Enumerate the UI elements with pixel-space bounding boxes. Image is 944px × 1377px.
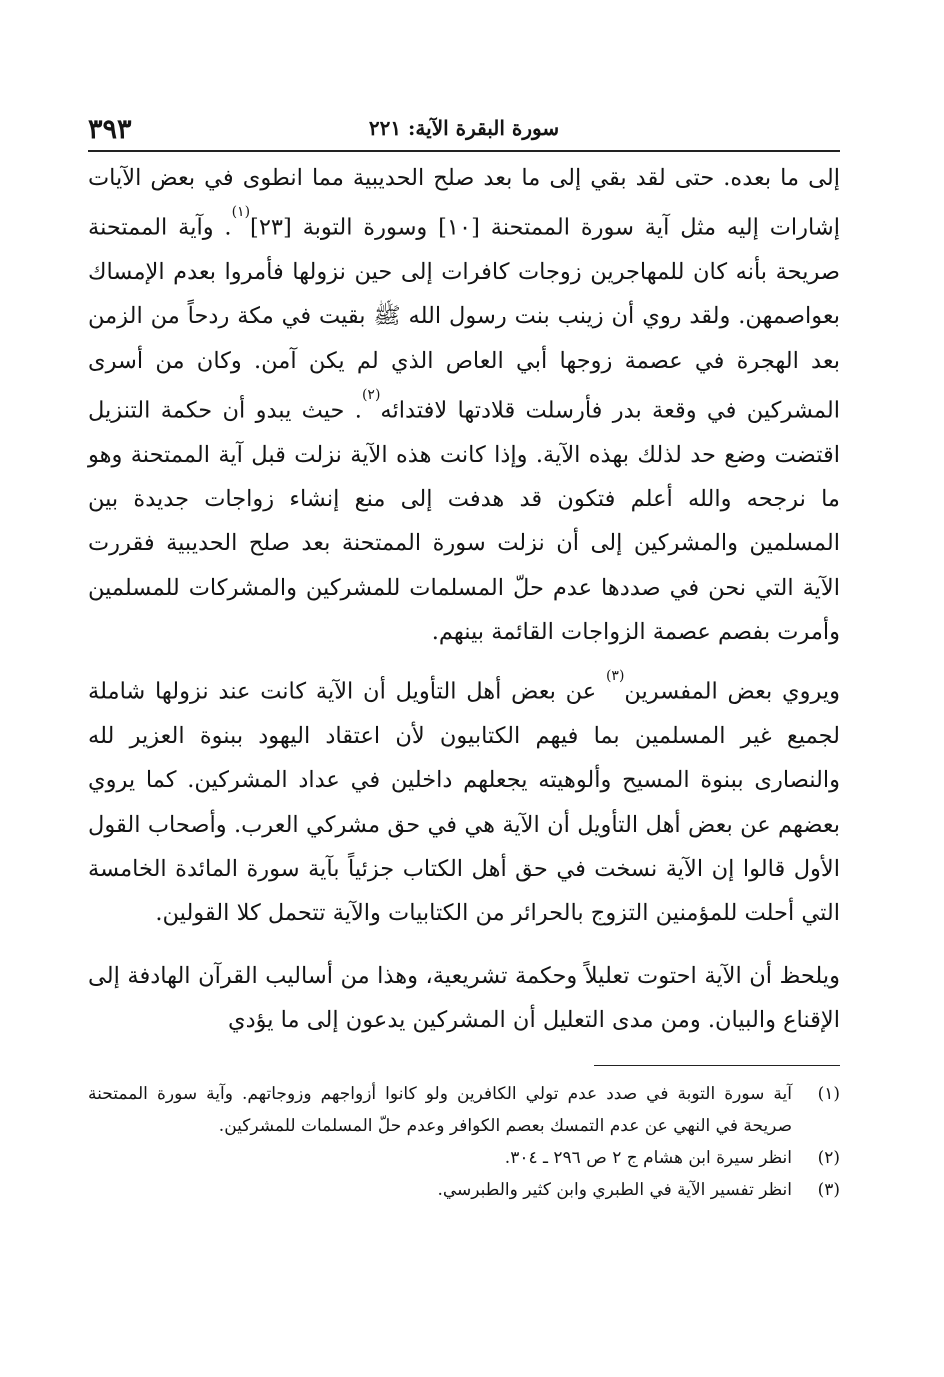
footnote-2 <box>88 1142 840 1174</box>
footnote-number: (٣) <box>817 1180 840 1200</box>
paragraph-2-part-1: ويروي بعض المفسرين <box>624 678 840 705</box>
page-number: ٣٩٣ <box>88 114 132 145</box>
header-divider <box>88 150 840 152</box>
footnote-number: (٢) <box>817 1148 840 1168</box>
footnote-1 <box>88 1078 840 1142</box>
body-text <box>88 156 840 1042</box>
footnote-divider <box>594 1065 840 1066</box>
footnote-ref-2[interactable]: (٢) <box>361 386 381 403</box>
paragraph-3-text: ويلحظ أن الآية احتوت تعليلاً وحكمة تشريعية، وهذا من أساليب القرآن الهادفة إلى الإقناع والبيان. ومن مدى التعليل أن المشركين يدعون إلى ما يؤدي <box>88 962 840 1033</box>
page-header <box>88 112 840 148</box>
footnote-ref-3[interactable]: (٣) <box>605 668 625 685</box>
footnote-text: انظر تفسير الآية في الطبري وابن كثير والطبرسي. <box>437 1180 792 1200</box>
footnote-text: آية سورة التوبة في صدد عدم تولي الكافرين ولو كانوا أزواجهم وزوجاتهم. وآية سورة الممتحنة صريحة في النهي عن عدم التمسك بعصم الكوافر وعدم حلّ المسلمات للمشركين. <box>88 1084 792 1136</box>
paragraph-2 <box>88 664 840 935</box>
paragraph-1-part-3: . حيث يبدو أن حكمة التنزيل اقتضت وضع حد لذلك بهذه الآية. وإذا كانت هذه الآية نزلت قبل آية الممتحنة وهو ما نرجحه والله أعلم فتكون قد هدفت إلى منع إنشاء زواجات جديدة بين المسلمين والمشركين إلى أن نزلت سورة الممتحنة بعد صلح الحديبية فقررت الآية التي نحن في صددها عدم حلّ المسلمات للمشركين والمشركات للمسلمين وأمرت بفصم عصمة الزواجات القائمة بينهم. <box>88 397 840 645</box>
paragraph-2-part-2: عن بعض أهل التأويل أن الآية كانت عند نزولها شاملة لجميع غير المسلمين بما فيهم الكتابيون لأن اعتقاد اليهود ببنوة العزير لله والنصارى ببنوة المسيح وألوهيته يجعلهم داخلين في عداد المشركين. كما يروي بعضهم عن بعض أهل التأويل أن الآية هي في حق مشركي العرب. وأصحاب القول الأول قالوا إن الآية نسخت في حق أهل الكتاب جزئياً بآية سورة المائدة الخامسة التي أحلت للمؤمنين التزوج بالحرائر من الكتابيات والآية تتحمل كلا القولين. <box>88 678 840 927</box>
running-title: سورة البقرة الآية: ٢٢١ <box>368 116 560 140</box>
footnote-3 <box>88 1174 840 1206</box>
paragraph-1 <box>88 156 840 654</box>
footnote-number: (١) <box>817 1084 840 1104</box>
footnote-text: انظر سيرة ابن هشام ج ٢ ص ٢٩٦ ـ ٣٠٤. <box>504 1148 792 1168</box>
footnote-ref-1[interactable]: (١) <box>231 204 251 221</box>
paragraph-1-part-1: إلى ما بعده. حتى لقد بقي إلى ما بعد صلح الحديبية مما انطوى في بعض الآيات إشارات إليه مثل آية سورة الممتحنة [١٠] وسورة التوبة [٢٣] <box>88 165 840 241</box>
footnotes <box>88 1078 840 1206</box>
paragraph-3 <box>88 954 840 1043</box>
paragraph-1-part-2: . وآية الممتحنة صريحة بأنه كان للمهاجرين زوجات كافرات إلى حين نزولها فأمروا بعدم الإمساك بعواصمهن. ولقد روي أن زينب بنت رسول الله ﷺ بقيت في مكة ردحاً من الزمن بعد الهجرة في عصمة زوجها أبي العاص الذي لم يكن آمن. وكان من أسرى المشركين في وقعة بدر فأرسلت قلادتها لافتدائه <box>88 214 840 424</box>
